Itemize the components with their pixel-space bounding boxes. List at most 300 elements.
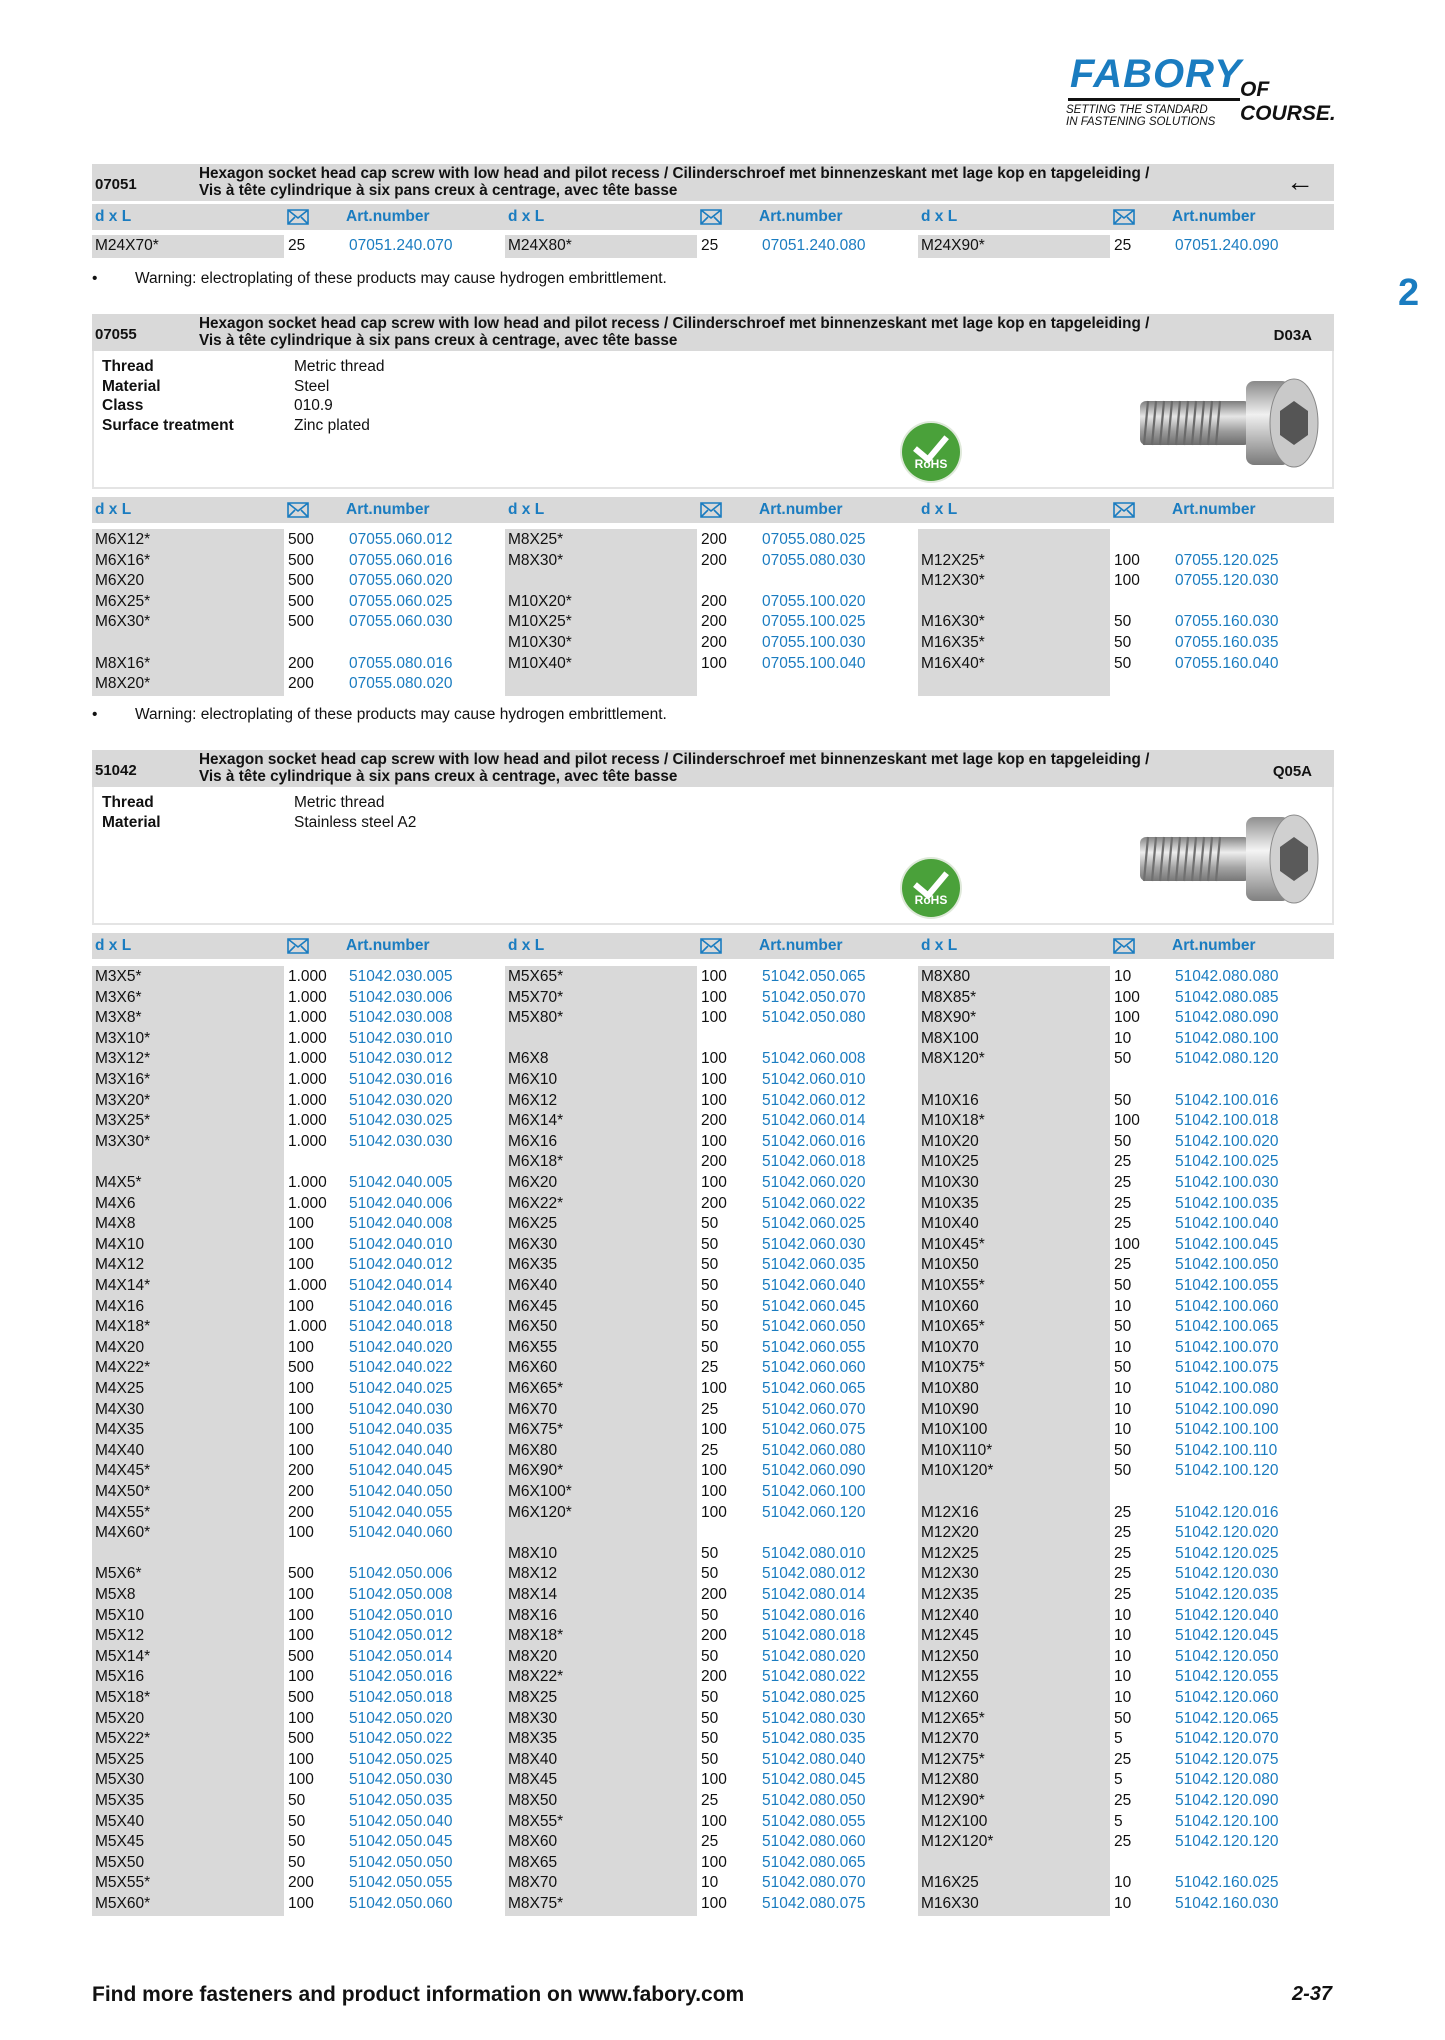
size-cell: M16X40* <box>921 654 985 672</box>
article-number-link[interactable]: 51042.100.045 <box>1175 1235 1279 1253</box>
article-number-link[interactable]: 51042.040.060 <box>349 1524 453 1542</box>
article-number-link[interactable]: 51042.120.100 <box>1175 1812 1279 1830</box>
article-number-link[interactable]: 51042.120.050 <box>1175 1647 1279 1665</box>
article-number-link[interactable]: 51042.080.018 <box>762 1627 866 1645</box>
article-number-link[interactable]: 07055.080.020 <box>349 675 453 693</box>
package-qty-cell: 200 <box>288 1462 314 1480</box>
section-code: 07055 <box>95 326 137 343</box>
col-header-art-number: Art.number <box>1172 208 1256 225</box>
article-number-link[interactable]: 51042.120.065 <box>1175 1709 1279 1727</box>
article-number-link[interactable]: 51042.050.040 <box>349 1812 453 1830</box>
article-number-link[interactable]: 51042.100.100 <box>1175 1421 1279 1439</box>
size-cell: M16X30 <box>921 1895 979 1912</box>
article-number-link[interactable]: 51042.100.016 <box>1175 1091 1279 1109</box>
package-qty-cell: 25 <box>1114 1565 1132 1583</box>
size-cell: M10X45* <box>921 1235 985 1253</box>
article-number-link[interactable]: 51042.120.055 <box>1175 1668 1279 1686</box>
article-number-link[interactable]: 51042.100.065 <box>1175 1318 1279 1336</box>
article-number-link[interactable]: 51042.080.060 <box>762 1833 866 1851</box>
package-qty-cell: 50 <box>701 1709 719 1727</box>
article-number-link[interactable]: 51042.080.100 <box>1175 1029 1279 1047</box>
size-cell: M10X30 <box>921 1174 979 1191</box>
package-qty-cell: 100 <box>701 1132 727 1150</box>
size-cell: M10X70 <box>921 1338 979 1356</box>
col-header-dxl: d x L <box>95 501 132 518</box>
package-quantity-icon <box>1113 209 1135 225</box>
package-qty-cell: 25 <box>1114 1174 1132 1191</box>
article-number-link[interactable]: 51042.050.070 <box>762 988 866 1006</box>
col-header-dxl: d x L <box>95 937 132 954</box>
size-cell: M10X25 <box>921 1153 979 1171</box>
article-number-link[interactable]: 07055.100.020 <box>762 592 866 610</box>
size-cell: M6X16* <box>95 551 151 569</box>
package-qty-cell: 10 <box>1114 1627 1132 1645</box>
package-qty-cell: 10 <box>1114 1421 1132 1439</box>
article-number-link[interactable]: 51042.060.018 <box>762 1153 866 1171</box>
warning-text: Warning: electroplating of these products may cause hydrogen embrittlement. <box>135 706 667 723</box>
col-header-dxl: d x L <box>508 208 545 225</box>
size-cell: M8X100 <box>921 1029 979 1047</box>
package-qty-cell: 200 <box>701 1112 727 1130</box>
package-qty-cell: 50 <box>1114 1318 1132 1336</box>
article-number-link[interactable]: 51042.050.018 <box>349 1689 453 1706</box>
package-qty-cell: 50 <box>288 1853 306 1871</box>
size-cell: M12X70 <box>921 1730 979 1748</box>
properties-box <box>92 787 1334 925</box>
section-title-line-1: Hexagon socket head cap screw with low head and pilot recess / Cilinderschroef met binnenzeskant met lage kop en tapgeleiding / <box>199 165 1150 182</box>
article-number-link[interactable]: 51042.040.035 <box>349 1421 453 1439</box>
article-number-link[interactable]: 51042.080.085 <box>1175 988 1279 1006</box>
article-number-link[interactable]: 51042.050.022 <box>349 1730 453 1748</box>
article-number-link[interactable]: 51042.040.045 <box>349 1462 453 1480</box>
size-cell: M5X40 <box>95 1812 145 1830</box>
article-number-link[interactable]: 51042.060.025 <box>762 1215 866 1233</box>
size-cell: M8X55* <box>508 1812 564 1830</box>
article-number-link[interactable]: 51042.100.025 <box>1175 1153 1279 1171</box>
article-number-link[interactable]: 07055.080.016 <box>349 654 453 672</box>
article-number-link[interactable]: 51042.100.018 <box>1175 1112 1279 1130</box>
package-qty-cell: 100 <box>288 1627 314 1645</box>
size-cell: M10X20 <box>921 1132 979 1150</box>
size-cell: M6X22* <box>508 1194 564 1212</box>
package-qty-cell: 100 <box>288 1235 314 1253</box>
size-cell: M12X30* <box>921 572 985 590</box>
back-arrow-icon[interactable]: ← <box>1286 166 1314 197</box>
article-number-link[interactable]: 51042.060.020 <box>762 1174 866 1191</box>
rohs-badge-icon <box>902 423 960 481</box>
article-number-link[interactable]: 51042.060.014 <box>762 1112 866 1130</box>
size-cell: M6X30* <box>95 613 151 631</box>
package-qty-cell: 25 <box>701 1441 719 1459</box>
package-qty-cell: 50 <box>701 1544 719 1562</box>
article-number-link[interactable]: 51042.120.035 <box>1175 1586 1279 1603</box>
article-number-link[interactable]: 51042.060.090 <box>762 1462 866 1480</box>
prop-key: Thread <box>102 794 154 811</box>
article-number-link[interactable]: 51042.120.075 <box>1175 1750 1279 1768</box>
article-number-link[interactable]: 07055.160.040 <box>1175 654 1279 672</box>
article-number-link[interactable]: 51042.120.030 <box>1175 1565 1279 1583</box>
package-quantity-icon <box>287 938 309 954</box>
package-qty-cell: 10 <box>1114 1297 1132 1315</box>
article-number-link[interactable]: 07055.100.030 <box>762 634 866 651</box>
package-qty-cell: 25 <box>1114 1194 1132 1212</box>
package-qty-cell: 100 <box>701 1483 727 1500</box>
package-qty-cell: 200 <box>701 613 727 631</box>
package-qty-cell: 50 <box>701 1338 719 1356</box>
article-number-link[interactable]: 07055.060.020 <box>349 572 453 590</box>
col-header-dxl: d x L <box>95 208 132 225</box>
article-number-link[interactable]: 51042.030.016 <box>349 1071 453 1088</box>
size-cell: M5X35 <box>95 1792 145 1809</box>
prop-value: 010.9 <box>294 397 333 414</box>
package-qty-cell: 25 <box>1114 1503 1132 1521</box>
package-qty-cell: 100 <box>1114 988 1140 1006</box>
article-number-link[interactable]: 51042.040.030 <box>349 1400 453 1418</box>
size-cell: M5X30 <box>95 1771 145 1789</box>
article-number-link[interactable]: 51042.100.090 <box>1175 1400 1279 1418</box>
article-number-link[interactable]: 51042.100.075 <box>1175 1359 1279 1377</box>
article-number-link[interactable]: 51042.080.045 <box>762 1771 866 1789</box>
col-header-dxl: d x L <box>921 208 958 225</box>
article-number-link[interactable]: 51042.120.120 <box>1175 1833 1279 1851</box>
article-number-link[interactable]: 07055.060.016 <box>349 551 453 569</box>
size-cell: M12X80 <box>921 1771 979 1789</box>
package-qty-cell: 50 <box>701 1277 719 1294</box>
package-qty-cell: 50 <box>1114 1359 1132 1377</box>
article-number-link[interactable]: 51042.060.120 <box>762 1503 866 1521</box>
article-number-link[interactable]: 51042.040.014 <box>349 1277 453 1294</box>
article-number-link[interactable]: 51042.030.010 <box>349 1029 453 1047</box>
article-number-link[interactable]: 51042.050.060 <box>349 1895 453 1912</box>
article-number-link[interactable]: 51042.060.035 <box>762 1256 866 1274</box>
article-number-link[interactable]: 51042.080.022 <box>762 1668 866 1686</box>
article-number-link[interactable]: 51042.060.050 <box>762 1318 866 1336</box>
package-qty-cell: 50 <box>1114 1441 1132 1459</box>
article-number-link[interactable]: 51042.080.090 <box>1175 1009 1279 1027</box>
size-cell: M3X5* <box>95 968 142 985</box>
package-qty-cell: 200 <box>288 1874 314 1892</box>
article-number-link[interactable]: 51042.120.040 <box>1175 1606 1279 1624</box>
article-number-link[interactable]: 51042.080.030 <box>762 1709 866 1727</box>
article-number-link[interactable]: 51042.040.022 <box>349 1359 453 1377</box>
article-number-link[interactable]: 51042.100.050 <box>1175 1256 1279 1274</box>
article-number-link[interactable]: 51042.050.030 <box>349 1771 453 1789</box>
package-qty-cell: 500 <box>288 1689 314 1706</box>
package-qty-cell: 25 <box>701 1359 719 1377</box>
article-number-link[interactable]: 51042.080.010 <box>762 1544 866 1562</box>
article-number-link[interactable]: 51042.040.025 <box>349 1380 453 1397</box>
article-number-link[interactable]: 51042.050.014 <box>349 1647 453 1665</box>
size-cell: M10X80 <box>921 1380 979 1397</box>
article-number-link[interactable]: 51042.100.110 <box>1175 1441 1278 1459</box>
prop-value: Metric thread <box>294 794 385 811</box>
rohs-label: RoHS <box>914 457 948 471</box>
article-number-link[interactable]: 51042.050.006 <box>349 1565 453 1583</box>
article-number-link[interactable]: 51042.050.050 <box>349 1853 453 1871</box>
article-number-link[interactable]: 51042.080.025 <box>762 1689 866 1706</box>
article-number-link[interactable]: 51042.040.012 <box>349 1256 453 1274</box>
article-number-link[interactable]: 51042.100.120 <box>1175 1462 1279 1480</box>
article-number-link[interactable]: 51042.060.060 <box>762 1359 866 1377</box>
article-number-link[interactable]: 51042.050.055 <box>349 1874 453 1892</box>
article-number-link[interactable]: 51042.120.070 <box>1175 1730 1279 1748</box>
package-qty-cell: 100 <box>288 1524 314 1542</box>
size-cell: M10X90 <box>921 1400 979 1418</box>
article-number-link[interactable]: 51042.080.050 <box>762 1792 866 1809</box>
size-cell: M8X90* <box>921 1009 977 1027</box>
article-number-link[interactable]: 51042.100.030 <box>1175 1174 1279 1191</box>
article-number-link[interactable]: 51042.080.075 <box>762 1895 866 1912</box>
section-code-right: D03A <box>1273 327 1312 344</box>
article-number-link[interactable]: 51042.050.035 <box>349 1792 453 1809</box>
size-cell: M5X80* <box>508 1009 564 1027</box>
prop-value: Metric thread <box>294 358 385 375</box>
size-cell: M6X18* <box>508 1153 564 1171</box>
article-number-link[interactable]: 51042.100.040 <box>1175 1215 1279 1233</box>
article-number-link[interactable]: 51042.080.012 <box>762 1565 866 1583</box>
package-qty-cell: 10 <box>1114 1668 1132 1686</box>
size-cell: M10X55* <box>921 1277 985 1294</box>
article-number-link[interactable]: 51042.060.030 <box>762 1235 866 1253</box>
col-header-art-number: Art.number <box>346 501 430 518</box>
rohs-badge-icon <box>902 859 960 917</box>
article-number-link[interactable]: 07055.120.030 <box>1175 572 1279 590</box>
article-number-link[interactable]: 51042.040.020 <box>349 1338 453 1356</box>
prop-value: Steel <box>294 377 330 395</box>
article-number-link[interactable]: 51042.040.040 <box>349 1441 453 1459</box>
package-qty-cell: 200 <box>288 1503 314 1521</box>
article-number-link[interactable]: 51042.050.080 <box>762 1009 866 1027</box>
size-cell: M8X20* <box>95 675 151 693</box>
package-qty-cell: 200 <box>701 551 727 569</box>
article-number-link[interactable]: 51042.030.012 <box>349 1050 453 1068</box>
package-qty-cell: 25 <box>1114 1524 1132 1542</box>
size-cell: M10X18* <box>921 1112 985 1130</box>
package-qty-cell: 10 <box>1114 1689 1132 1706</box>
article-number-link[interactable]: 51042.100.070 <box>1175 1338 1279 1356</box>
article-number-link[interactable]: 51042.030.006 <box>349 988 453 1006</box>
size-cell: M5X10 <box>95 1606 145 1624</box>
size-cell: M6X20 <box>95 572 145 590</box>
article-number-link[interactable]: 51042.120.016 <box>1175 1503 1279 1521</box>
logo-tagline <box>1066 104 1215 128</box>
package-qty-cell: 50 <box>1114 1050 1132 1068</box>
package-qty-cell: 25 <box>701 1792 719 1809</box>
article-number-link[interactable]: 51042.050.012 <box>349 1627 453 1645</box>
package-qty-cell: 100 <box>288 1771 314 1789</box>
article-number-link[interactable]: 51042.030.005 <box>349 968 453 985</box>
article-number-link[interactable]: 07051.240.090 <box>1175 237 1279 254</box>
article-number-link[interactable]: 51042.080.016 <box>762 1606 866 1624</box>
package-qty-cell: 100 <box>701 654 727 672</box>
size-cell: M6X25* <box>95 592 151 610</box>
article-number-link[interactable]: 07055.080.025 <box>762 531 866 548</box>
article-number-link[interactable]: 51042.120.045 <box>1175 1627 1279 1645</box>
article-number-link[interactable]: 51042.120.025 <box>1175 1544 1279 1562</box>
article-number-link[interactable]: 51042.050.016 <box>349 1668 453 1686</box>
column-header-row <box>92 204 1334 230</box>
size-cell: M10X120* <box>921 1462 994 1480</box>
size-cell: M8X80 <box>921 968 971 985</box>
size-cell: M3X12* <box>95 1050 151 1068</box>
col-header-art-number: Art.number <box>759 937 843 954</box>
article-number-link[interactable]: 07055.060.030 <box>349 613 453 631</box>
article-number-link[interactable]: 51042.030.008 <box>349 1009 453 1027</box>
package-qty-cell: 100 <box>701 1853 727 1871</box>
footer-link-text: Find more fasteners and product information on www.fabory.com <box>92 1983 745 2006</box>
warning-text: Warning: electroplating of these products may cause hydrogen embrittlement. <box>135 270 667 287</box>
section-code: 07051 <box>95 176 137 193</box>
article-number-link[interactable]: 51042.060.008 <box>762 1050 866 1068</box>
package-qty-cell: 200 <box>288 1483 314 1500</box>
article-number-link[interactable]: 51042.050.010 <box>349 1606 453 1624</box>
article-number-link[interactable]: 51042.060.065 <box>762 1380 866 1397</box>
article-number-link[interactable]: 07055.160.035 <box>1175 634 1279 651</box>
size-cell: M12X65* <box>921 1709 985 1727</box>
article-number-link[interactable]: 51042.120.060 <box>1175 1689 1279 1706</box>
package-qty-cell: 50 <box>1114 1462 1132 1480</box>
fabory-logo <box>1060 52 1360 142</box>
package-qty-cell: 100 <box>1114 1235 1140 1253</box>
article-number-link[interactable]: 51042.060.070 <box>762 1400 866 1418</box>
package-qty-cell: 200 <box>701 1194 727 1212</box>
size-cell: M8X60 <box>508 1833 558 1851</box>
package-qty-cell: 100 <box>701 1091 727 1109</box>
package-qty-cell: 50 <box>701 1235 719 1253</box>
article-number-link[interactable]: 07055.080.030 <box>762 551 866 569</box>
article-number-link[interactable]: 51042.080.065 <box>762 1853 866 1871</box>
article-number-link[interactable]: 51042.120.090 <box>1175 1792 1279 1809</box>
article-number-link[interactable]: 51042.050.025 <box>349 1750 453 1768</box>
size-cell: M10X20* <box>508 592 572 610</box>
size-cell: M6X30 <box>508 1235 558 1253</box>
article-number-link[interactable]: 51042.060.022 <box>762 1194 866 1212</box>
article-number-link[interactable]: 07055.160.030 <box>1175 613 1279 631</box>
article-number-link[interactable]: 07055.060.012 <box>349 531 453 548</box>
article-number-link[interactable]: 51042.030.030 <box>349 1132 453 1150</box>
article-number-link[interactable]: 51042.030.020 <box>349 1091 453 1109</box>
article-number-link[interactable]: 07051.240.070 <box>349 237 453 254</box>
article-number-link[interactable]: 51042.080.120 <box>1175 1050 1279 1068</box>
article-number-link[interactable]: 51042.060.045 <box>762 1297 866 1315</box>
article-number-link[interactable]: 51042.080.040 <box>762 1750 866 1768</box>
article-number-link[interactable]: 51042.040.018 <box>349 1318 453 1336</box>
article-number-link[interactable]: 51042.060.055 <box>762 1338 866 1356</box>
size-cell: M8X35 <box>508 1730 558 1748</box>
article-number-link[interactable]: 51042.160.025 <box>1175 1874 1279 1892</box>
size-cell: M6X12 <box>508 1091 558 1109</box>
article-number-link[interactable]: 51042.060.012 <box>762 1091 866 1109</box>
size-cell: M6X80 <box>508 1441 558 1459</box>
package-qty-cell: 10 <box>1114 1874 1132 1892</box>
article-number-link[interactable]: 51042.060.080 <box>762 1441 866 1459</box>
size-cell: M8X30* <box>508 551 564 569</box>
size-cell: M12X30 <box>921 1565 979 1583</box>
article-number-link[interactable]: 51042.040.008 <box>349 1215 453 1233</box>
article-number-link[interactable]: 51042.080.020 <box>762 1647 866 1665</box>
size-cell: M4X25 <box>95 1380 145 1397</box>
article-number-link[interactable]: 51042.040.010 <box>349 1235 453 1253</box>
article-number-link[interactable]: 51042.060.040 <box>762 1277 866 1294</box>
package-qty-cell: 100 <box>288 1380 314 1397</box>
article-number-link[interactable]: 51042.050.065 <box>762 968 866 985</box>
article-number-link[interactable]: 07055.060.025 <box>349 592 453 610</box>
package-qty-cell: 100 <box>288 1586 314 1603</box>
article-number-link[interactable]: 07055.100.025 <box>762 613 866 631</box>
article-number-link[interactable]: 51042.080.035 <box>762 1730 866 1748</box>
package-qty-cell: 25 <box>1114 1750 1132 1768</box>
size-cell: M8X70 <box>508 1874 558 1892</box>
size-cell: M3X20* <box>95 1091 151 1109</box>
column-header-row <box>92 933 1334 959</box>
size-cell: M4X45* <box>95 1462 151 1480</box>
package-qty-cell: 25 <box>1114 237 1132 254</box>
screw-image <box>1134 371 1324 475</box>
article-number-link[interactable]: 51042.060.010 <box>762 1071 866 1088</box>
size-cell: M5X25 <box>95 1750 145 1768</box>
article-number-link[interactable]: 51042.100.055 <box>1175 1277 1279 1294</box>
package-qty-cell: 1.000 <box>288 968 327 985</box>
package-qty-cell: 500 <box>288 551 314 569</box>
article-number-link[interactable]: 51042.100.020 <box>1175 1132 1279 1150</box>
article-number-link[interactable]: 51042.100.080 <box>1175 1380 1279 1397</box>
package-qty-cell: 50 <box>288 1792 306 1809</box>
size-cell: M8X30 <box>508 1709 558 1727</box>
article-number-link[interactable]: 51042.050.008 <box>349 1586 453 1603</box>
article-number-link[interactable]: 07055.120.025 <box>1175 551 1279 569</box>
article-number-link[interactable]: 51042.030.025 <box>349 1112 453 1130</box>
package-qty-cell: 200 <box>701 1153 727 1171</box>
prop-key: Surface treatment <box>102 416 234 434</box>
article-number-link[interactable]: 51042.100.035 <box>1175 1194 1279 1212</box>
size-cell: M5X65* <box>508 968 564 985</box>
article-number-link[interactable]: 51042.040.050 <box>349 1483 453 1500</box>
article-number-link[interactable]: 51042.060.016 <box>762 1132 866 1150</box>
package-qty-cell: 25 <box>1114 1153 1132 1171</box>
article-number-link[interactable]: 51042.080.070 <box>762 1874 866 1892</box>
package-qty-cell: 500 <box>288 1565 314 1583</box>
article-number-link[interactable]: 07055.100.040 <box>762 654 866 672</box>
size-cell: M6X45 <box>508 1297 558 1315</box>
article-number-link[interactable]: 51042.060.100 <box>762 1483 866 1500</box>
article-number-link[interactable]: 51042.080.055 <box>762 1812 866 1830</box>
package-quantity-icon <box>287 209 309 225</box>
article-number-link[interactable]: 51042.040.005 <box>349 1174 453 1191</box>
size-cell: M3X6* <box>95 988 142 1006</box>
article-number-link[interactable]: 51042.160.030 <box>1175 1895 1279 1912</box>
article-number-link[interactable]: 07051.240.080 <box>762 237 866 254</box>
package-qty-cell: 25 <box>288 237 306 254</box>
package-qty-cell: 200 <box>288 654 314 672</box>
article-number-link[interactable]: 51042.100.060 <box>1175 1297 1279 1315</box>
article-number-link[interactable]: 51042.040.006 <box>349 1194 453 1212</box>
package-qty-cell: 10 <box>701 1874 719 1892</box>
article-number-link[interactable]: 51042.080.014 <box>762 1586 866 1603</box>
article-number-link[interactable]: 51042.120.020 <box>1175 1524 1279 1542</box>
package-qty-cell: 10 <box>1114 1400 1132 1418</box>
article-number-link[interactable]: 51042.060.075 <box>762 1421 866 1439</box>
article-number-link[interactable]: 51042.040.016 <box>349 1297 453 1315</box>
size-cell: M12X16 <box>921 1503 979 1521</box>
article-number-link[interactable]: 51042.050.020 <box>349 1709 453 1727</box>
size-cell: M12X50 <box>921 1647 979 1665</box>
article-number-link[interactable]: 51042.050.045 <box>349 1833 453 1851</box>
size-cell: M6X50 <box>508 1318 558 1336</box>
article-number-link[interactable]: 51042.040.055 <box>349 1503 453 1521</box>
article-number-link[interactable]: 51042.120.080 <box>1175 1771 1279 1789</box>
package-qty-cell: 100 <box>288 1750 314 1768</box>
article-number-link[interactable]: 51042.080.080 <box>1175 968 1279 985</box>
